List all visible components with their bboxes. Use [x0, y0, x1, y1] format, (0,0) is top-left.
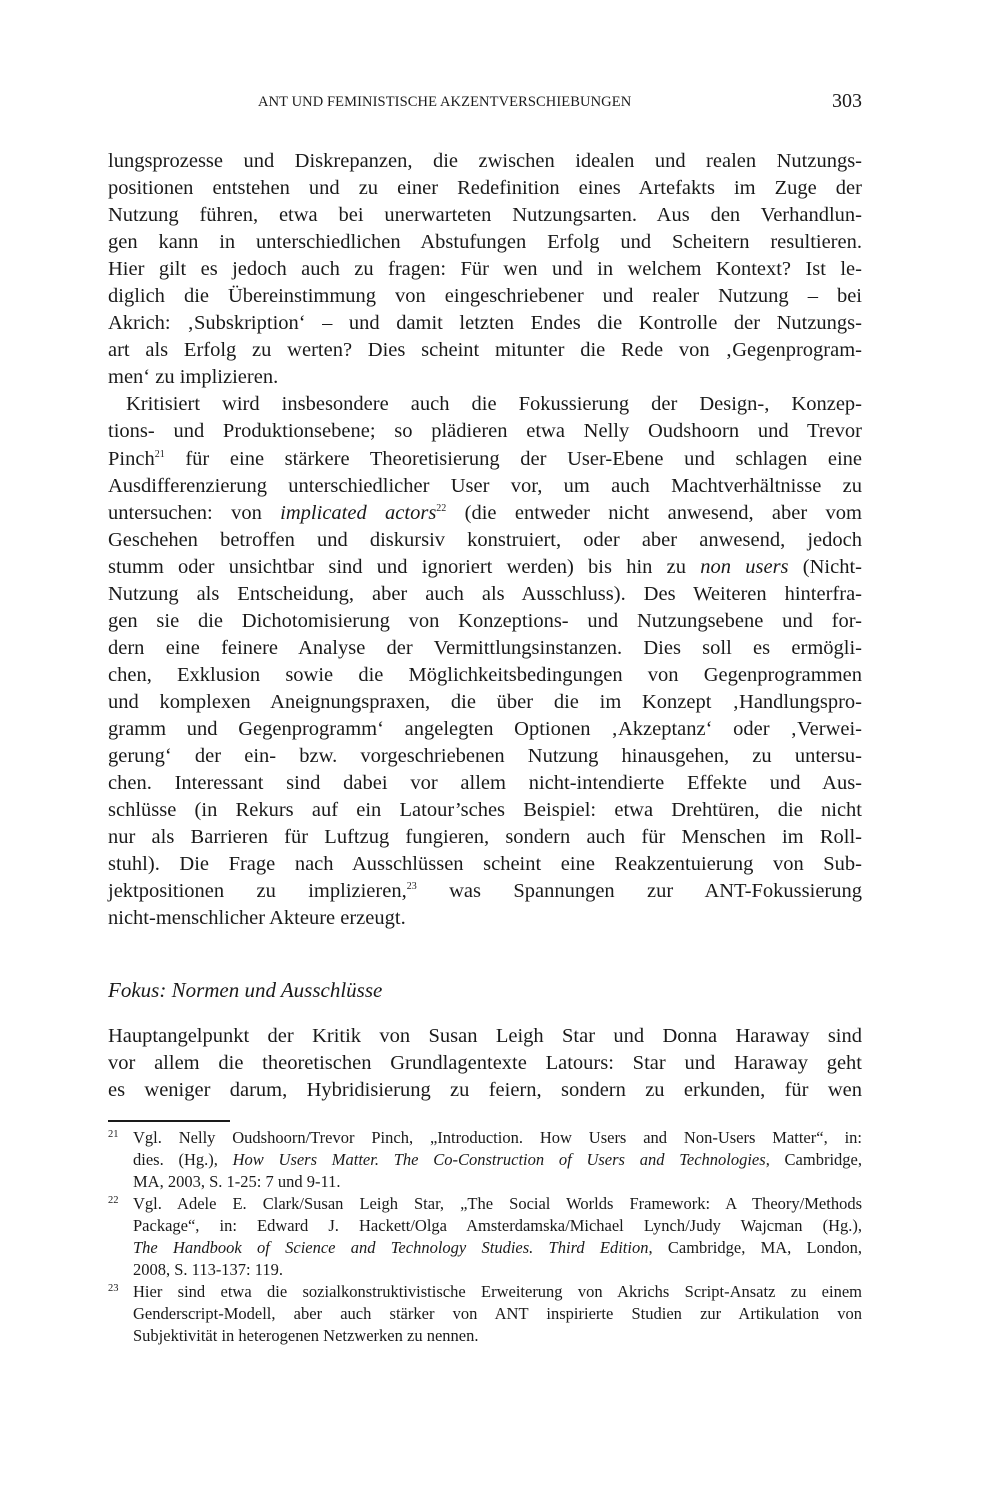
text-line: chen. Interessant sind dabei vor allem nicht-intendierte Effekte und Aus- — [108, 772, 862, 795]
footnote-ref-23[interactable]: 23 — [406, 881, 417, 893]
text-run: , Cambridge, MA, London, — [648, 1238, 863, 1257]
text-line: schlüsse (in Rekurs auf ein Latour’sches Beispiel: etwa Drehtüren, die nicht — [108, 799, 862, 822]
text-line: nur als Barrieren für Luftzug fungieren, sondern auch für Menschen im Roll- — [108, 826, 862, 849]
italic-title: The Handbook of Science and Technology Studies. Third Edition — [133, 1238, 649, 1257]
text-line: und komplexen Aneignungspraxen, die über die im Konzept ‚Handlungspro- — [108, 690, 862, 713]
footnote-line: Vgl. Adele E. Clark/Susan Leigh Star, „The Social Worlds Framework: A Theory/Methods — [133, 1194, 862, 1213]
text-line: Hauptangelpunkt der Kritik von Susan Leigh Star und Donna Haraway sind — [108, 1025, 862, 1047]
footnote-ref-22[interactable]: 22 — [436, 502, 447, 514]
italic-term: non users — [700, 555, 789, 578]
text-line: positionen entstehen und zu einer Redefinition eines Artefakts im Zuge der — [108, 177, 862, 200]
text-line — [108, 500, 862, 527]
paragraph-3 — [108, 1023, 862, 1104]
text-line: Nutzung führen, etwa bei unerwarteten Nutzungsarten. Aus den Verhandlun- — [108, 204, 862, 227]
text-line: Hier gilt es jedoch auch zu fragen: Für wen und in welchem Kontext? Ist le- — [108, 258, 862, 281]
footnote-number: 23 — [108, 1283, 119, 1294]
text-line: chen, Exklusion sowie die Möglichkeitsbedingungen von Gegenprogrammen — [108, 663, 862, 686]
text-line: gramm und Gegenprogramm‘ angelegten Optionen ‚Akzeptanz‘ oder ‚Verwei- — [108, 717, 862, 740]
running-head — [108, 92, 862, 116]
footnote-23 — [108, 1281, 862, 1347]
text-line: gen sie die Dichotomisierung von Konzeptions- und Nutzungsebene und for- — [108, 609, 862, 632]
text-line: gen kann in unterschiedlichen Abstufungen Erfolg und Scheitern resultieren. — [108, 231, 862, 254]
paragraph-2 — [108, 391, 862, 932]
footnote-line: Subjektivität in heterogenen Netzwerken zu nennen. — [133, 1326, 479, 1345]
footnote-ref-21[interactable]: 21 — [154, 448, 165, 460]
footnote-22 — [108, 1193, 862, 1281]
text-line: nicht-menschlicher Akteure erzeugt. — [108, 907, 406, 930]
text-line: diglich die Übereinstimmung von eingeschriebener und realer Nutzung – bei — [108, 285, 862, 308]
footnote-line — [133, 1149, 862, 1171]
text-run: Pinch — [108, 447, 155, 470]
paragraph-1 — [108, 148, 862, 391]
text-run: jektpositionen zu implizieren, — [108, 880, 407, 903]
text-line: Akrich: ‚Subskription‘ – und damit letzten Endes die Kontrolle der Nutzungs- — [108, 312, 862, 335]
footnote-line: Genderscript-Modell, aber auch stärker von ANT inspirierte Studien zur Artikulation von — [133, 1304, 862, 1323]
page-number: 303 — [832, 90, 862, 112]
text-line — [108, 446, 862, 473]
italic-title: How Users Matter. The Co-Construction of Users and Technologies — [232, 1150, 766, 1169]
footnote-line: Package“, in: Edward J. Hackett/Olga Amsterdamska/Michael Lynch/Judy Wajcman (Hg.), — [133, 1216, 862, 1235]
text-line: art als Erfolg zu werten? Dies scheint mitunter die Rede von ‚Gegenprogram- — [108, 339, 862, 362]
text-run: stumm oder unsichtbar sind und ignoriert werden) bis hin zu — [108, 555, 701, 578]
text-line: Ausdifferenzierung unterschiedlicher User vor, um auch Machtverhältnisse zu — [108, 474, 862, 497]
footnote-line: Hier sind etwa die sozialkonstruktivistische Erweiterung von Akrichs Script-Ansatz zu einem — [133, 1282, 862, 1301]
text-run: dies. (Hg.), — [133, 1150, 233, 1169]
footnote-21 — [108, 1127, 862, 1193]
text-run: für eine stärkere Theoretisierung der User-Ebene und schlagen eine — [164, 447, 862, 470]
text-run: , Cambridge, — [765, 1150, 862, 1169]
text-line: gerung‘ der ein- bzw. vorgeschriebenen Nutzung hinausgehen, zu untersu- — [108, 745, 862, 768]
footnote-line: 2008, S. 113-137: 119. — [133, 1260, 284, 1279]
text-line — [108, 878, 862, 905]
footnotes — [108, 1127, 862, 1347]
italic-term: implicated actors — [280, 501, 437, 524]
footnote-number: 21 — [108, 1129, 119, 1140]
text-line — [108, 554, 862, 581]
text-run: was Spannungen zur ANT-Fokussierung — [416, 880, 863, 903]
text-line: tions- und Produktionsebene; so plädieren etwa Nelly Oudshoorn und Trevor — [108, 420, 862, 443]
section-heading: Fokus: Normen und Ausschlüsse — [108, 978, 383, 1002]
text-line: Geschehen betroffen und diskursiv konstruiert, oder aber anwesend, jedoch — [108, 528, 862, 551]
text-run: untersuchen: von — [108, 501, 281, 524]
running-title: ANT UND FEMINISTISCHE AKZENTVERSCHIEBUNGEN — [258, 94, 632, 110]
text-line: es weniger darum, Hybridisierung zu feiern, sondern zu erkunden, für wen — [108, 1079, 862, 1102]
text-run: (Nicht- — [788, 555, 862, 578]
footnote-number: 22 — [108, 1195, 119, 1206]
text-line: Kritisiert wird insbesondere auch die Fokussierung der Design-, Konzep- — [126, 393, 862, 416]
footnote-line: MA, 2003, S. 1-25: 7 und 9-11. — [133, 1172, 341, 1191]
text-line: Nutzung als Entscheidung, aber auch als Ausschluss). Des Weiteren hinterfra- — [108, 582, 862, 605]
text-line: lungsprozesse und Diskrepanzen, die zwischen idealen und realen Nutzungs- — [108, 150, 862, 172]
text-run: (die entweder nicht anwesend, aber vom — [446, 501, 862, 524]
footnote-line: Vgl. Nelly Oudshoorn/Trevor Pinch, „Introduction. How Users and Non-Users Matter“, in: — [133, 1128, 862, 1147]
body-text — [108, 148, 862, 932]
text-line: dern eine feinere Analyse der Vermittlungsinstanzen. Dies soll es ermögli- — [108, 636, 862, 659]
footnote-divider — [108, 1120, 230, 1122]
text-line: men‘ zu implizieren. — [108, 366, 279, 389]
footnote-line — [133, 1237, 862, 1259]
text-line: stuhl). Die Frage nach Ausschlüssen scheint eine Reakzentuierung von Sub- — [108, 853, 862, 876]
text-line: vor allem die theoretischen Grundlagentexte Latours: Star und Haraway geht — [108, 1052, 862, 1075]
